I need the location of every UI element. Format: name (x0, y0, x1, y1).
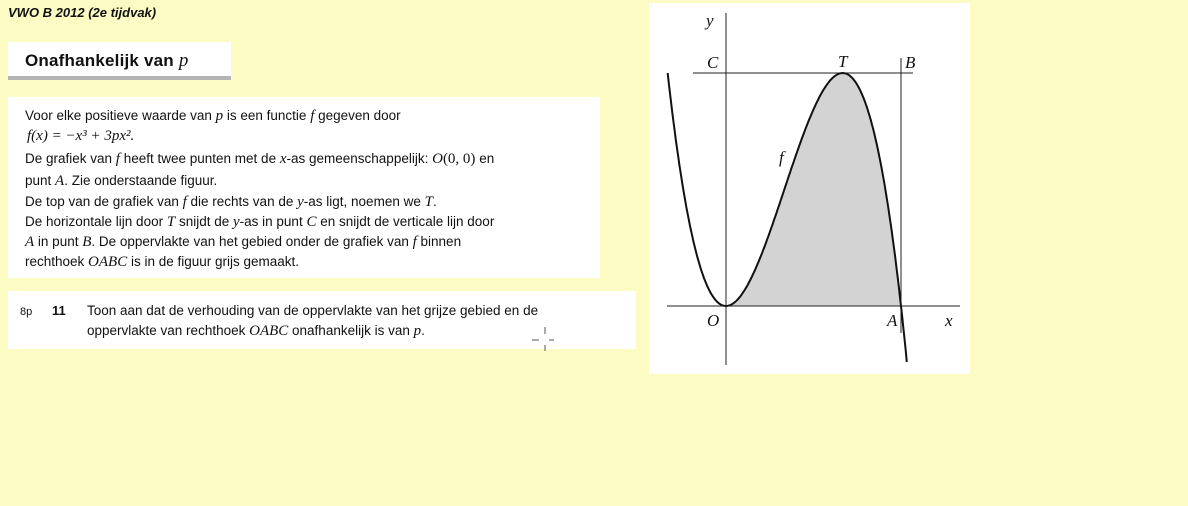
text-line-8: rechthoek OABC is in de figuur grijs gemaakt. (25, 254, 300, 270)
point-A-label: A (887, 311, 898, 330)
question-number: 11 (52, 303, 66, 318)
text-line-7: A in punt B. De oppervlakte van het gebied onder de grafiek van f binnen (25, 234, 462, 250)
problem-text-box (8, 97, 600, 278)
function-f-label: f (779, 148, 784, 167)
section-title-variable: p (178, 50, 189, 71)
section-title (25, 50, 189, 72)
text-line-6: De horizontale lijn door T snijdt de y-as in punt C en snijdt de verticale lijn door (25, 214, 495, 230)
point-C-label: C (707, 53, 719, 72)
function-graph (649, 3, 970, 374)
crosshair-cursor-icon (532, 327, 554, 351)
y-axis-label: y (706, 11, 714, 30)
section-title-text: Onafhankelijk van (25, 51, 179, 70)
function-formula: f(x) = −x³ + 3px². (27, 128, 135, 144)
x-axis-label: x (945, 311, 953, 330)
point-T-label: T (838, 52, 848, 71)
text-line-3: De grafiek van f heeft twee punten met de x-as gemeenschappelijk: O(0, 0) en (25, 151, 495, 167)
question-points: 8p (20, 306, 33, 318)
text-line-1: Voor elke positieve waarde van p is een functie f gegeven door (25, 108, 401, 124)
point-B-label: B (905, 53, 916, 72)
text-line-4: punt A. Zie onderstaande figuur. (25, 173, 218, 189)
question-line-1: Toon aan dat de verhouding van de oppervlakte van het grijze gebied en de (87, 303, 539, 318)
exam-header: VWO B 2012 (2e tijdvak) (8, 5, 157, 20)
text-line-5: De top van de grafiek van f die rechts van de y-as ligt, noemen we T. (25, 194, 437, 210)
section-title-box (8, 42, 231, 80)
point-O-label: O (707, 311, 720, 330)
figure-box (649, 3, 970, 374)
question-line-2: oppervlakte van rechthoek OABC onafhankelijk is van p. (87, 323, 425, 339)
